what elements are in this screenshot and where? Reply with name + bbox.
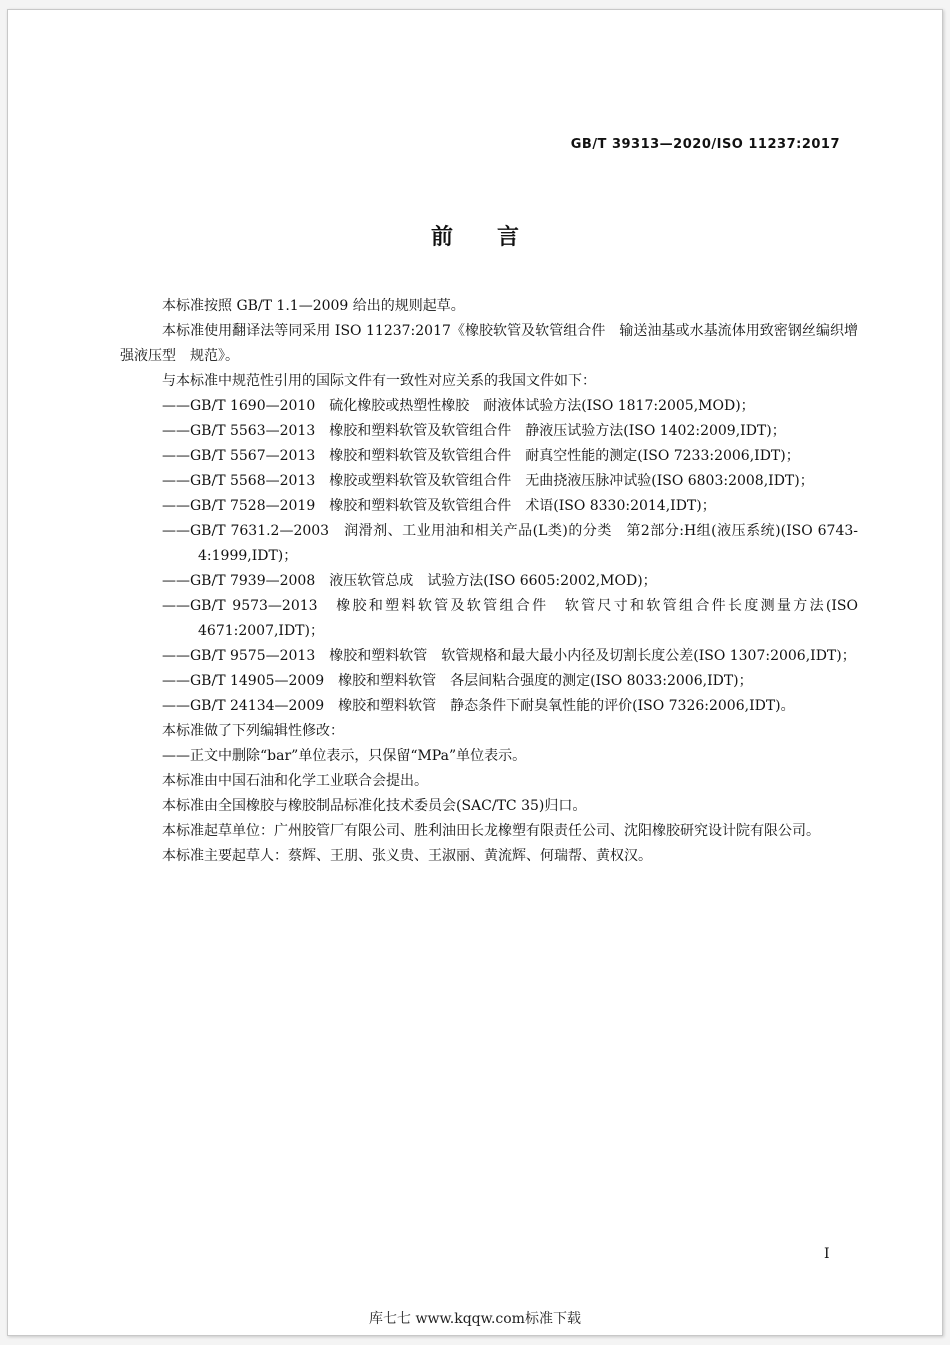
reference-item: ——GB/T 7939—2008 液压软管总成 试验方法(ISO 6605:2002,MOD)； — [162, 573, 657, 589]
paragraph: 本标准按照 GB/T 1.1—2009 给出的规则起草。 — [162, 298, 465, 314]
paragraph: 本标准使用翻译法等同采用 ISO 11237:2017《橡胶软管及软管组合件 输送油基或水基流体用致密钢丝编织增强液压型 规范》。 — [120, 323, 858, 364]
paragraph: 本标准由中国石油和化学工业联合会提出。 — [162, 773, 428, 789]
document-page — [7, 9, 943, 1336]
reference-item: ——GB/T 9575—2013 橡胶和塑料软管 软管规格和最大最小内径及切割长度公差(ISO 1307:2006,IDT)； — [162, 648, 856, 664]
reference-item: ——GB/T 14905—2009 橡胶和塑料软管 各层间粘合强度的测定(ISO 8033:2006,IDT)； — [162, 673, 753, 689]
paragraph: 本标准起草单位：广州胶管厂有限公司、胜利油田长龙橡塑有限责任公司、沈阳橡胶研究设计院有限公司。 — [162, 823, 820, 839]
preface-content — [120, 294, 858, 869]
page-title: 前言 — [430, 225, 563, 250]
reference-item: ——GB/T 7528—2019 橡胶和塑料软管及软管组合件 术语(ISO 8330:2014,IDT)； — [162, 498, 716, 514]
reference-item: ——GB/T 5567—2013 橡胶和塑料软管及软管组合件 耐真空性能的测定(ISO 7233:2006,IDT)； — [162, 448, 800, 464]
reference-item: ——GB/T 24134—2009 橡胶和塑料软管 静态条件下耐臭氧性能的评价(ISO 7326:2006,IDT)。 — [162, 698, 795, 714]
reference-item: ——GB/T 5563—2013 橡胶和塑料软管及软管组合件 静液压试验方法(ISO 1402:2009,IDT)； — [162, 423, 786, 439]
standard-code: GB/T 39313—2020/ISO 11237:2017 — [570, 137, 840, 152]
paragraph: 本标准由全国橡胶与橡胶制品标准化技术委员会(SAC/TC 35)归口。 — [162, 798, 587, 814]
paragraph: 与本标准中规范性引用的国际文件有一致性对应关系的我国文件如下： — [162, 373, 596, 389]
paragraph: 本标准做了下列编辑性修改： — [162, 723, 344, 739]
paragraph: 本标准主要起草人：蔡辉、王朋、张义贵、王淑丽、黄流辉、何瑞帮、黄权汉。 — [162, 848, 652, 864]
reference-item: ——GB/T 5568—2013 橡胶或塑料软管及软管组合件 无曲挠液压脉冲试验(ISO 6803:2008,IDT)； — [162, 473, 814, 489]
footer-watermark: 库七七 www.kqqw.com标准下载 — [369, 1311, 581, 1327]
reference-item: ——GB/T 1690—2010 硫化橡胶或热塑性橡胶 耐液体试验方法(ISO 1817:2005,MOD)； — [162, 398, 755, 414]
reference-item: ——GB/T 7631.2—2003 润滑剂、工业用油和相关产品(L类)的分类 第2部分:H组(液压系统)(ISO 6743-4:1999,IDT)； — [162, 523, 858, 564]
page-number: I — [824, 1246, 830, 1262]
edit-item: ——正文中删除“bar”单位表示，只保留“MPa”单位表示。 — [162, 748, 527, 764]
reference-item: ——GB/T 9573—2013 橡胶和塑料软管及软管组合件 软管尺寸和软管组合件长度测量方法(ISO 4671:2007,IDT)； — [162, 598, 858, 639]
